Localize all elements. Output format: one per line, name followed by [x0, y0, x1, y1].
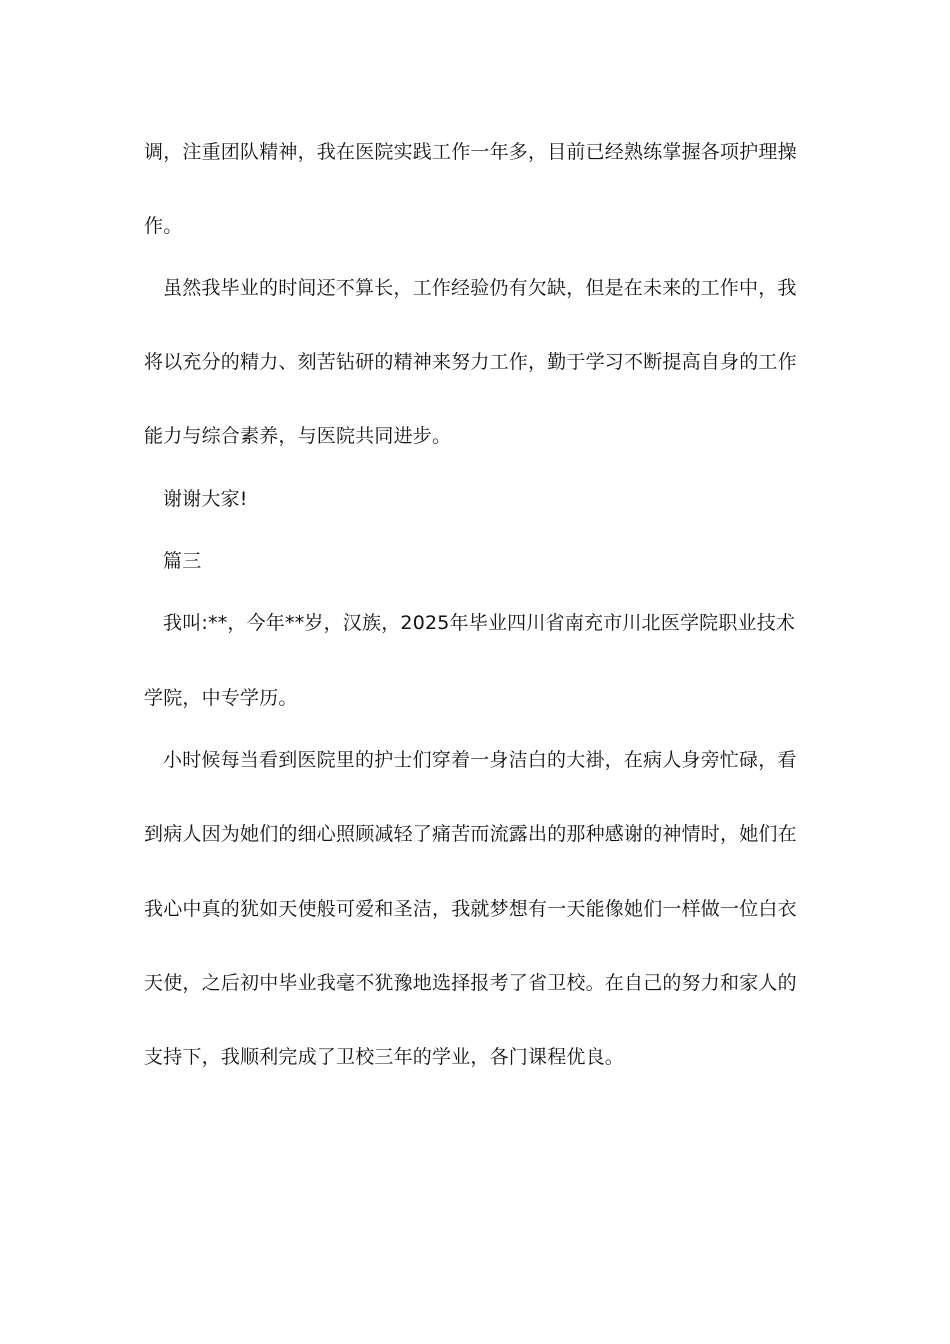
text-line: 将以充分的精力、刻苦钻研的精神来努力工作，勤于学习不断提高自身的工作 — [144, 351, 797, 373]
text-line: 调，注重团队精神，我在医院实践工作一年多，目前已经熟练掌握各项护理操 — [144, 141, 797, 163]
text-line: 支持下，我顺利完成了卫校三年的学业，各门课程优良。 — [144, 1046, 625, 1068]
section-heading: 篇三 — [163, 550, 202, 572]
paragraph-line: 虽然我毕业的时间还不算长，工作经验仍有欠缺，但是在未来的工作中，我 — [163, 277, 797, 299]
paragraph-line: 我叫:**，今年**岁，汉族，2025年毕业四川省南充市川北医学院职业技术 — [163, 612, 796, 634]
text-line: 能力与综合素养，与医院共同进步。 — [144, 425, 452, 447]
paragraph-line: 小时候每当看到医院里的护士们穿着一身洁白的大褂，在病人身旁忙碌，看 — [163, 749, 797, 771]
text-line: 学院，中专学历。 — [144, 687, 298, 709]
text-line: 天使，之后初中毕业我毫不犹豫地选择报考了省卫校。在自己的努力和家人的 — [144, 972, 797, 994]
text-line: 到病人因为她们的细心照顾减轻了痛苦而流露出的那种感谢的神情时，她们在 — [144, 823, 797, 845]
closing-line: 谢谢大家! — [163, 488, 248, 510]
text-line: 我心中真的犹如天使般可爱和圣洁，我就梦想有一天能像她们一样做一位白衣 — [144, 898, 797, 920]
text-line: 作。 — [144, 215, 183, 237]
